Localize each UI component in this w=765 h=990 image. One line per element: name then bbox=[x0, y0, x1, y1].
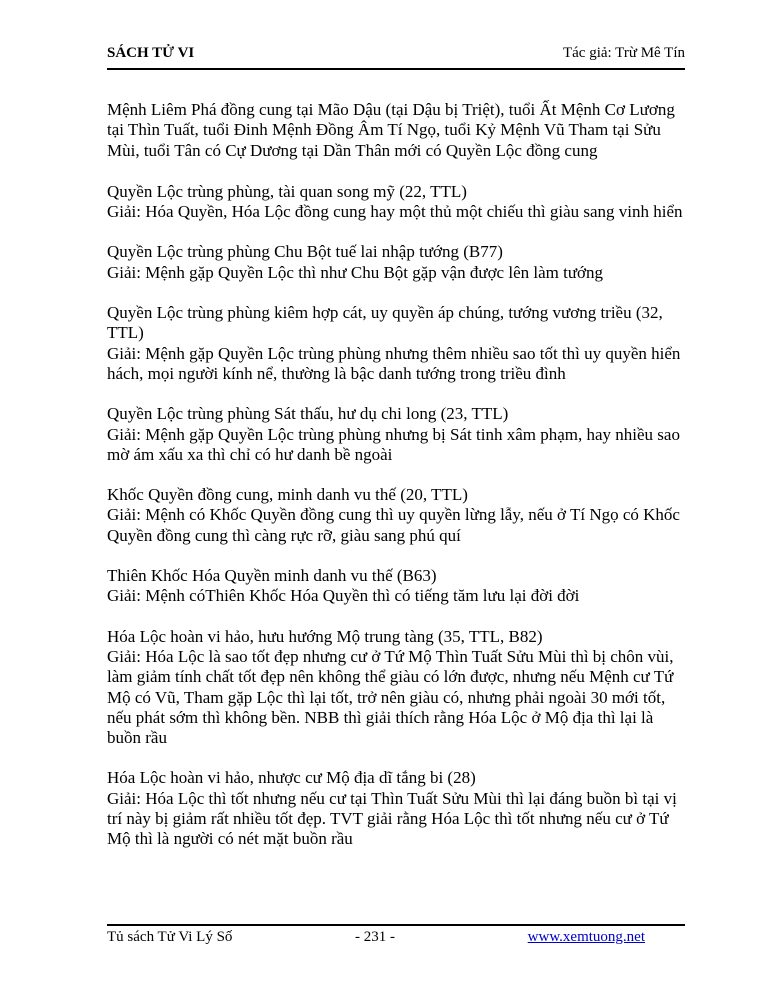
page-header bbox=[107, 44, 685, 70]
page-body bbox=[107, 100, 689, 870]
paragraph: Khốc Quyền đồng cung, minh danh vu thế (20, TTL) Giải: Mệnh có Khốc Quyền đồng cung thì uy quyền lừng lẫy, nếu ở Tí Ngọ có Khốc Quyền đồng cung thì càng rực rỡ, giàu sang phú quí bbox=[107, 485, 680, 545]
paragraph: Quyền Lộc trùng phùng, tài quan song mỹ (22, TTL) Giải: Hóa Quyền, Hóa Lộc đồng cung hay một thủ một chiếu thì giàu sang vinh hiển bbox=[107, 181, 683, 222]
book-title: SÁCH TỬ VI bbox=[107, 45, 195, 61]
author-label: Tác giả: Trừ Mê Tín bbox=[562, 45, 685, 61]
paragraph: Thiên Khốc Hóa Quyền minh danh vu thế (B63) Giải: Mệnh cóThiên Khốc Hóa Quyền thì có tiếng tăm lưu lại đời đời bbox=[107, 566, 580, 606]
paragraph: Quyền Lộc trùng phùng Chu Bột tuế lai nhập tướng (B77) Giải: Mệnh gặp Quyền Lộc thì như Chu Bột gặp vận được lên làm tướng bbox=[107, 242, 604, 282]
page-number: - 231 - bbox=[355, 929, 395, 945]
paragraph: Quyền Lộc trùng phùng kiêm hợp cát, uy quyền áp chúng, tướng vương triều (32, TTL) Giải: Mệnh gặp Quyền Lộc trùng phùng nhưng thêm nhiều sao tốt thì uy quyền hiển hách, mọi người kính nể, thường là bậc danh tướng trong triều đình bbox=[107, 303, 681, 383]
paragraph: Hóa Lộc hoàn vi hảo, nhược cư Mộ địa dĩ tắng bi (28) Giải: Hóa Lộc thì tốt nhưng nếu cư tại Thìn Tuất Sửu Mùi thì lại đáng buồn bì tại vị trí này bị giảm rất nhiều tốt đẹp. TVT giải rằng Hóa Lộc thì tốt nhưng nếu cư ở Tứ Mộ thì là người có nét mặt buồn rầu bbox=[107, 768, 677, 849]
paragraph: Quyền Lộc trùng phùng Sát thấu, hư dụ chi long (23, TTL) Giải: Mệnh gặp Quyền Lộc trùng phùng nhưng bị Sát tinh xâm phạm, hay nhiều sao mờ ám xấu xa thì chỉ có hư danh bề ngoài bbox=[107, 404, 680, 464]
website-link[interactable]: www.xemtuong.net bbox=[527, 929, 645, 945]
series-name: Tủ sách Tử Vi Lý Số bbox=[107, 929, 233, 945]
paragraph: Mệnh Liêm Phá đồng cung tại Mão Dậu (tại Dậu bị Triệt), tuổi Ất Mệnh Cơ Lương tại Thìn Tuất, tuổi Đinh Mệnh Đồng Âm Tí Ngọ, tuổi Kỷ Mệnh Vũ Tham tại Sửu Mùi, tuổi Tân có Cự Dương tại Dần Thân mới có Quyền Lộc đồng cung bbox=[107, 100, 675, 160]
page-footer bbox=[107, 924, 685, 950]
paragraph: Hóa Lộc hoàn vi hảo, hưu hướng Mộ trung tàng (35, TTL, B82) Giải: Hóa Lộc là sao tốt đẹp nhưng cư ở Tứ Mộ Thìn Tuất Sửu Mùi thì bị chôn vùi, làm giảm tính chất tốt đẹp nên không thể giàu có lớn được, nhưng nếu Mệnh cư Tứ Mộ có Vũ, Tham gặp Lộc thì lại tốt, trở nên giàu có, nhưng phải ngoài 30 mới tốt, nếu phát sớm thì không bền. NBB thì giải thích rằng Hóa Lộc ở Mộ địa thì lại là buồn rầu bbox=[107, 626, 674, 748]
